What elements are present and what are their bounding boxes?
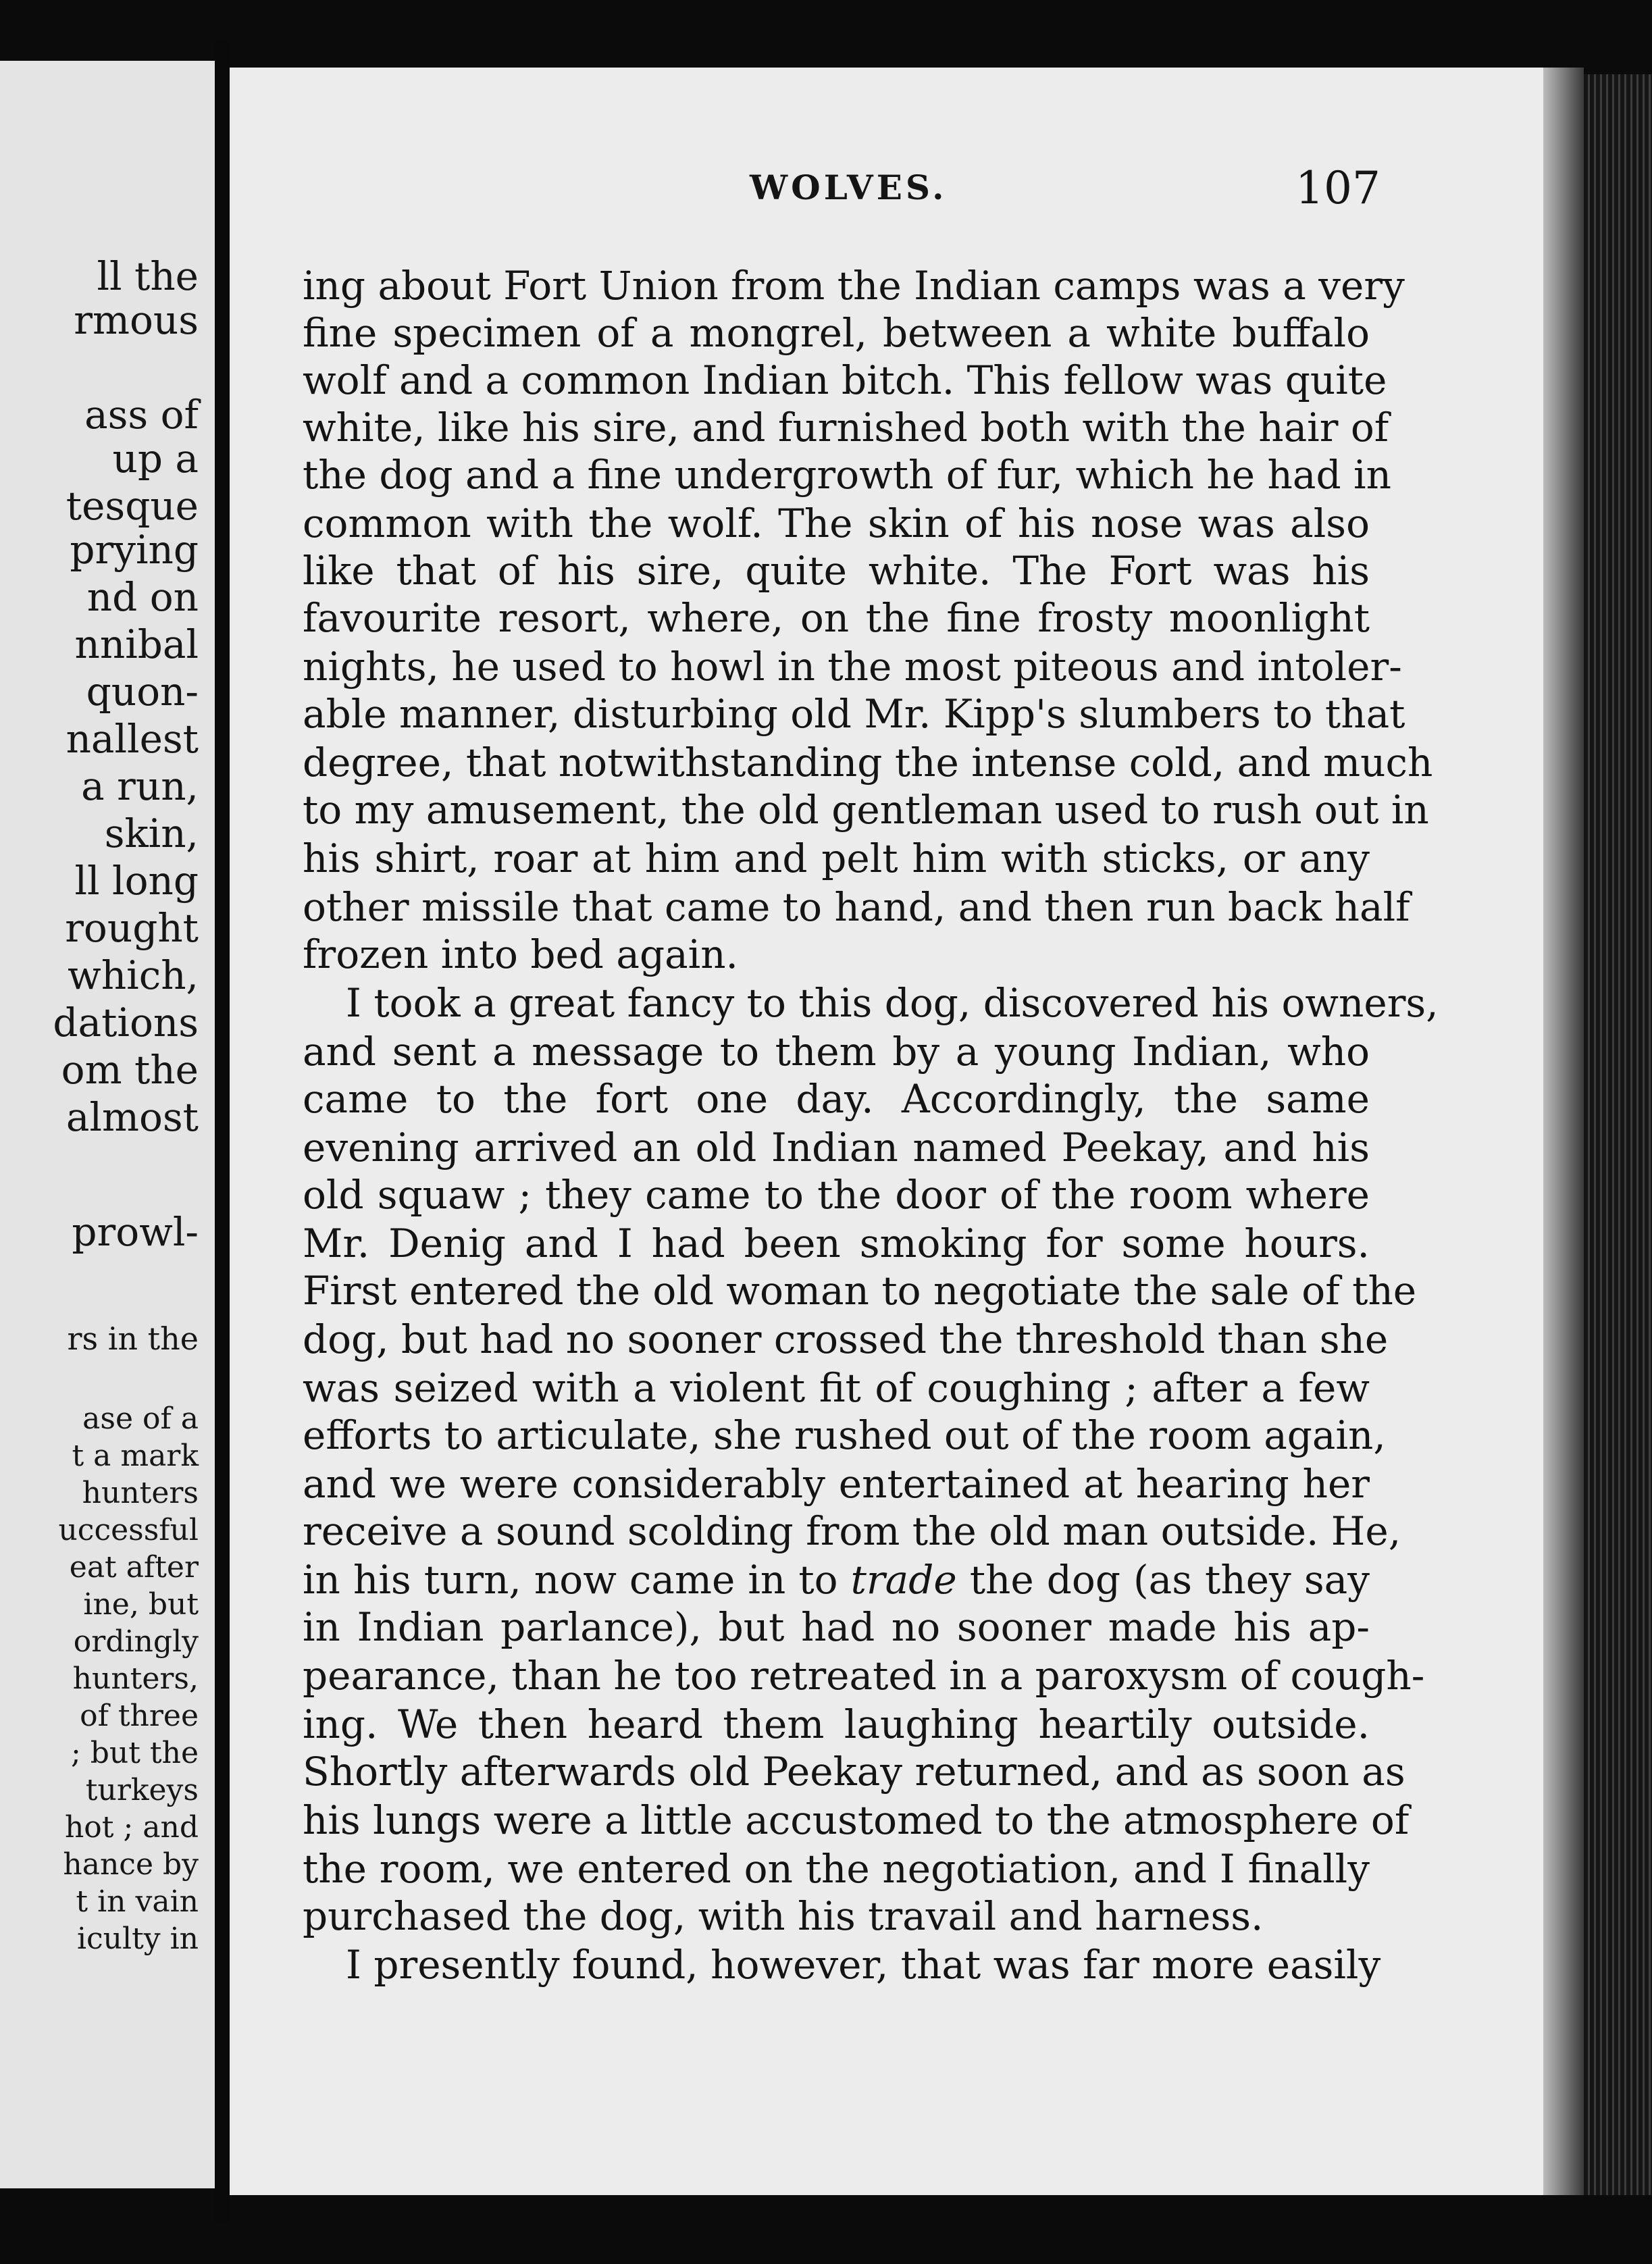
line-segment: in his turn, now came in to xyxy=(303,1557,851,1603)
text-line: white, like his sire, and furnished both with the hair of xyxy=(303,405,1389,451)
text-line: the dog and a fine undergrowth of fur, which he had in xyxy=(303,452,1391,498)
left-line: ll the xyxy=(97,253,199,299)
left-line: turkeys xyxy=(85,1773,199,1807)
left-line: quon- xyxy=(86,669,199,715)
left-line: nnibal xyxy=(74,621,199,667)
left-line: hunters xyxy=(82,1476,199,1510)
left-line: which, xyxy=(68,952,199,998)
left-line: rs in the xyxy=(67,1320,199,1357)
left-line: iculty in xyxy=(76,1922,199,1956)
text-line: pearance, than he too retreated in a paroxysm of cough- xyxy=(303,1653,1425,1699)
text-line: degree, that notwithstanding the intense cold, and much xyxy=(303,740,1433,786)
text-line: the room, we entered on the negotiation, and I finally xyxy=(303,1846,1370,1892)
text-line: evening arrived an old Indian named Peekay, and his xyxy=(303,1125,1370,1170)
left-line: up a xyxy=(112,436,199,482)
text-line: able manner, disturbing old Mr. Kipp's slumbers to that xyxy=(303,691,1405,737)
text-line: Mr. Denig and I had been smoking for some hours. xyxy=(303,1220,1370,1266)
text-line: ing. We then heard them laughing heartily outside. xyxy=(303,1701,1370,1747)
text-line: I presently found, however, that was far more easily xyxy=(346,1942,1381,1988)
text-line: I took a great fancy to this dog, discovered his owners, xyxy=(346,980,1439,1026)
text-line: efforts to articulate, she rushed out of the room again, xyxy=(303,1412,1386,1458)
text-line: and sent a message to them by a young Indian, who xyxy=(303,1029,1370,1075)
text-line: receive a sound scolding from the old man outside. He, xyxy=(303,1508,1401,1554)
italic-word: trade xyxy=(850,1557,957,1603)
text-line: came to the fort one day. Accordingly, the same xyxy=(303,1076,1370,1122)
left-line: nd on xyxy=(86,574,199,620)
text-line xyxy=(303,1556,1370,1603)
left-line: rmous xyxy=(74,297,199,343)
left-line: almost xyxy=(66,1094,199,1140)
text-line: nights, he used to howl in the most piteous and intoler- xyxy=(303,644,1402,690)
running-head: WOLVES. xyxy=(750,168,948,207)
text-line: fine specimen of a mongrel, between a white buffalo xyxy=(303,310,1370,356)
left-line: hance by xyxy=(63,1847,199,1882)
text-line: to my amusement, the old gentleman used to rush out in xyxy=(303,787,1429,833)
left-line: a run, xyxy=(81,763,199,809)
left-line: of three xyxy=(80,1699,199,1733)
text-line: and we were considerably entertained at hearing her xyxy=(303,1461,1370,1507)
text-line: his shirt, roar at him and pelt him with sticks, or any xyxy=(303,835,1370,881)
left-line: t in vain xyxy=(76,1884,199,1919)
left-line: dations xyxy=(53,1000,199,1046)
text-line: First entered the old woman to negotiate the sale of the xyxy=(303,1268,1417,1314)
left-line: ; but the xyxy=(70,1736,199,1770)
left-line: tesque xyxy=(66,483,199,529)
page-number: 107 xyxy=(1295,162,1380,214)
left-line: om the xyxy=(61,1047,199,1093)
left-line: skin, xyxy=(104,811,199,856)
text-line: old squaw ; they came to the door of the room where xyxy=(303,1172,1370,1218)
left-line: ase of a xyxy=(82,1401,199,1436)
left-line: prying xyxy=(70,527,199,573)
text-line: ing about Fort Union from the Indian camps was a very xyxy=(303,263,1405,309)
left-line: prowl- xyxy=(72,1209,199,1255)
text-line: Shortly afterwards old Peekay returned, and as soon as xyxy=(303,1749,1405,1795)
text-line: other missile that came to hand, and then run back half xyxy=(303,884,1410,930)
left-line: hot ; and xyxy=(64,1810,199,1845)
left-line: ordingly xyxy=(73,1624,199,1659)
text-line: dog, but had no sooner crossed the threshold than she xyxy=(303,1316,1389,1362)
text-line: purchased the dog, with his travail and harness. xyxy=(303,1893,1264,1939)
left-line: hunters, xyxy=(72,1662,199,1696)
left-line: eat after xyxy=(69,1550,199,1585)
left-line: rought xyxy=(65,905,199,951)
text-line: in Indian parlance), but had no sooner made his ap- xyxy=(303,1604,1370,1650)
left-line: ll long xyxy=(74,858,199,904)
line-segment: the dog (as they say xyxy=(956,1557,1370,1603)
text-line: like that of his sire, quite white. The Fort was his xyxy=(303,548,1370,594)
left-line: nallest xyxy=(66,716,199,762)
text-line: common with the wolf. The skin of his nose was also xyxy=(303,500,1370,546)
text-line: favourite resort, where, on the fine frosty moonlight xyxy=(303,595,1370,641)
text-line: wolf and a common Indian bitch. This fellow was quite xyxy=(303,357,1387,403)
left-line: ass of xyxy=(84,392,199,438)
text-line: was seized with a violent fit of coughing ; after a few xyxy=(303,1365,1370,1411)
left-line: ine, but xyxy=(83,1587,199,1622)
left-line: uccessful xyxy=(58,1513,199,1547)
text-line: frozen into bed again. xyxy=(303,931,738,977)
left-line: t a mark xyxy=(72,1439,199,1473)
text-line: his lungs were a little accustomed to the atmosphere of xyxy=(303,1797,1410,1843)
